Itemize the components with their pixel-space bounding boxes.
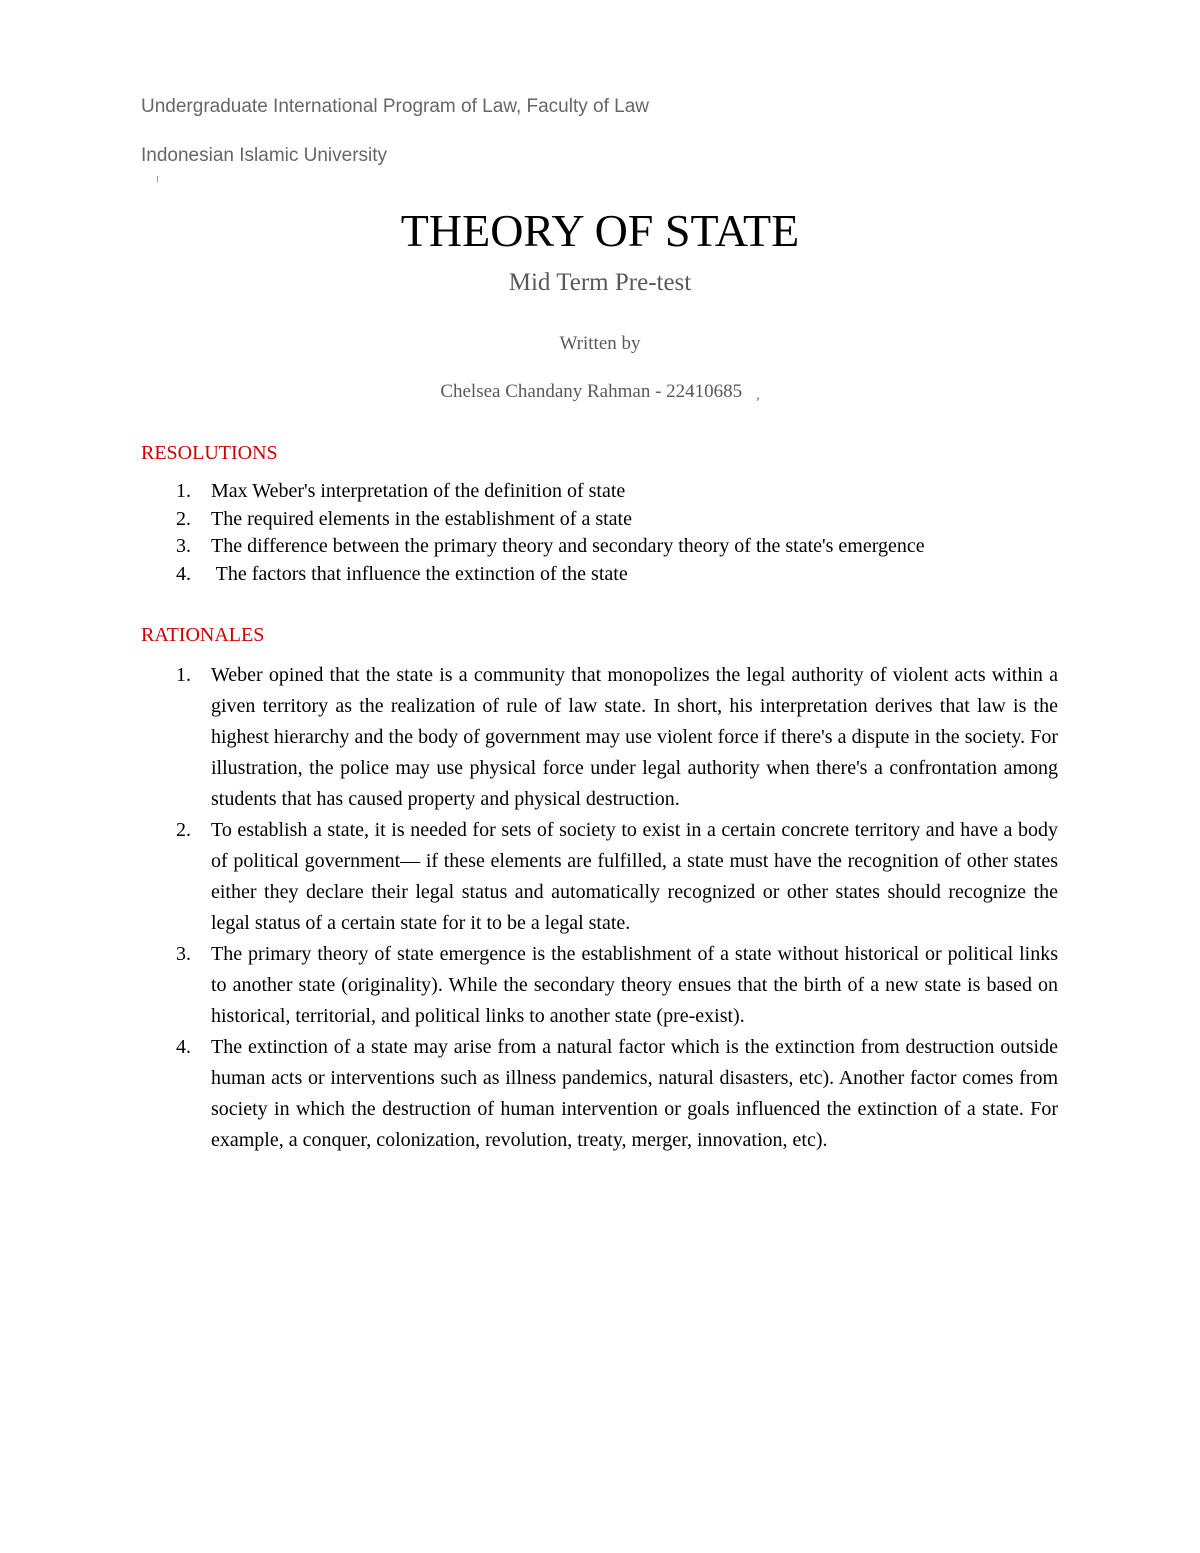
author-line: [0, 380, 1200, 408]
written-by-label: Written by: [559, 333, 641, 354]
list-number: 1.: [176, 480, 191, 502]
list-item: [0, 561, 1058, 589]
list-item-text: Max Weber's interpretation of the definition of state: [211, 480, 626, 502]
document-subtitle: Mid Term Pre-test: [508, 269, 692, 296]
list-number: 2.: [176, 819, 191, 841]
list-number: 3.: [176, 943, 191, 965]
document-title: THEORY OF STATE: [400, 205, 800, 256]
list-number: 4.: [176, 1036, 191, 1058]
list-item-text: To establish a state, it is needed for sets of society to exist in a certain concrete territory and have a body of political government— if these elements are fulfilled, a state must have the recognition of other states either they declare their legal status and automatically recognized or other states should recognize the legal status of a certain state for it to be a legal state.: [211, 819, 1058, 934]
list-number: 2.: [176, 507, 191, 530]
list-item: [0, 1032, 1058, 1156]
author-trailing-mark: ,: [756, 388, 760, 403]
list-item: [0, 815, 1058, 939]
list-number: 4.: [176, 562, 191, 585]
list-number: 1.: [176, 664, 191, 686]
list-item-text: The factors that influence the extinction of the state: [211, 562, 628, 585]
author-name: Chelsea Chandany Rahman - 22410685: [440, 381, 743, 402]
rationales-heading: RATIONALES: [141, 624, 265, 646]
list-item-text: The extinction of a state may arise from a natural factor which is the extinction from destruction outside human acts or interventions such as illness pandemics, natural disasters, etc). Another factor comes from society in which the destruction of human intervention or goals influenced the extinction of a state. For example, a conquer, colonization, revolution, treaty, merger, innovation, etc).: [211, 1036, 1058, 1151]
university-header: Indonesian Islamic University: [141, 145, 388, 166]
list-item-text: Weber opined that the state is a community that monopolizes the legal authority of violent acts within a given territory as the realization of rule of law state. In short, his interpretation derives that law is the highest hierarchy and the body of government may use violent force if there's a dispute in the society. For illustration, the police may use physical force under legal authority when there's a confrontation among students that has caused property and physical destruction.: [211, 664, 1058, 810]
rationales-list: [0, 660, 1058, 1156]
list-item-text: The difference between the primary theory and secondary theory of the state's emergence: [211, 535, 925, 557]
list-number: 3.: [176, 535, 191, 557]
list-item-text: The required elements in the establishment of a state: [211, 507, 632, 530]
resolutions-list: [0, 478, 1058, 588]
list-item: [0, 939, 1058, 1032]
resolutions-heading: RESOLUTIONS: [141, 442, 278, 464]
list-item: [0, 660, 1058, 815]
list-item: [0, 478, 1058, 506]
list-item: [0, 506, 1058, 534]
program-header: Undergraduate International Program of Law, Faculty of Law: [141, 96, 650, 117]
list-item: [0, 533, 1058, 561]
list-item-text: The primary theory of state emergence is the establishment of a state without historical or political links to another state (originality). While the secondary theory ensues that the birth of a new state is based on historical, territorial, and political links to another state (pre-exist).: [211, 943, 1058, 1027]
cursor-mark: [157, 176, 158, 182]
